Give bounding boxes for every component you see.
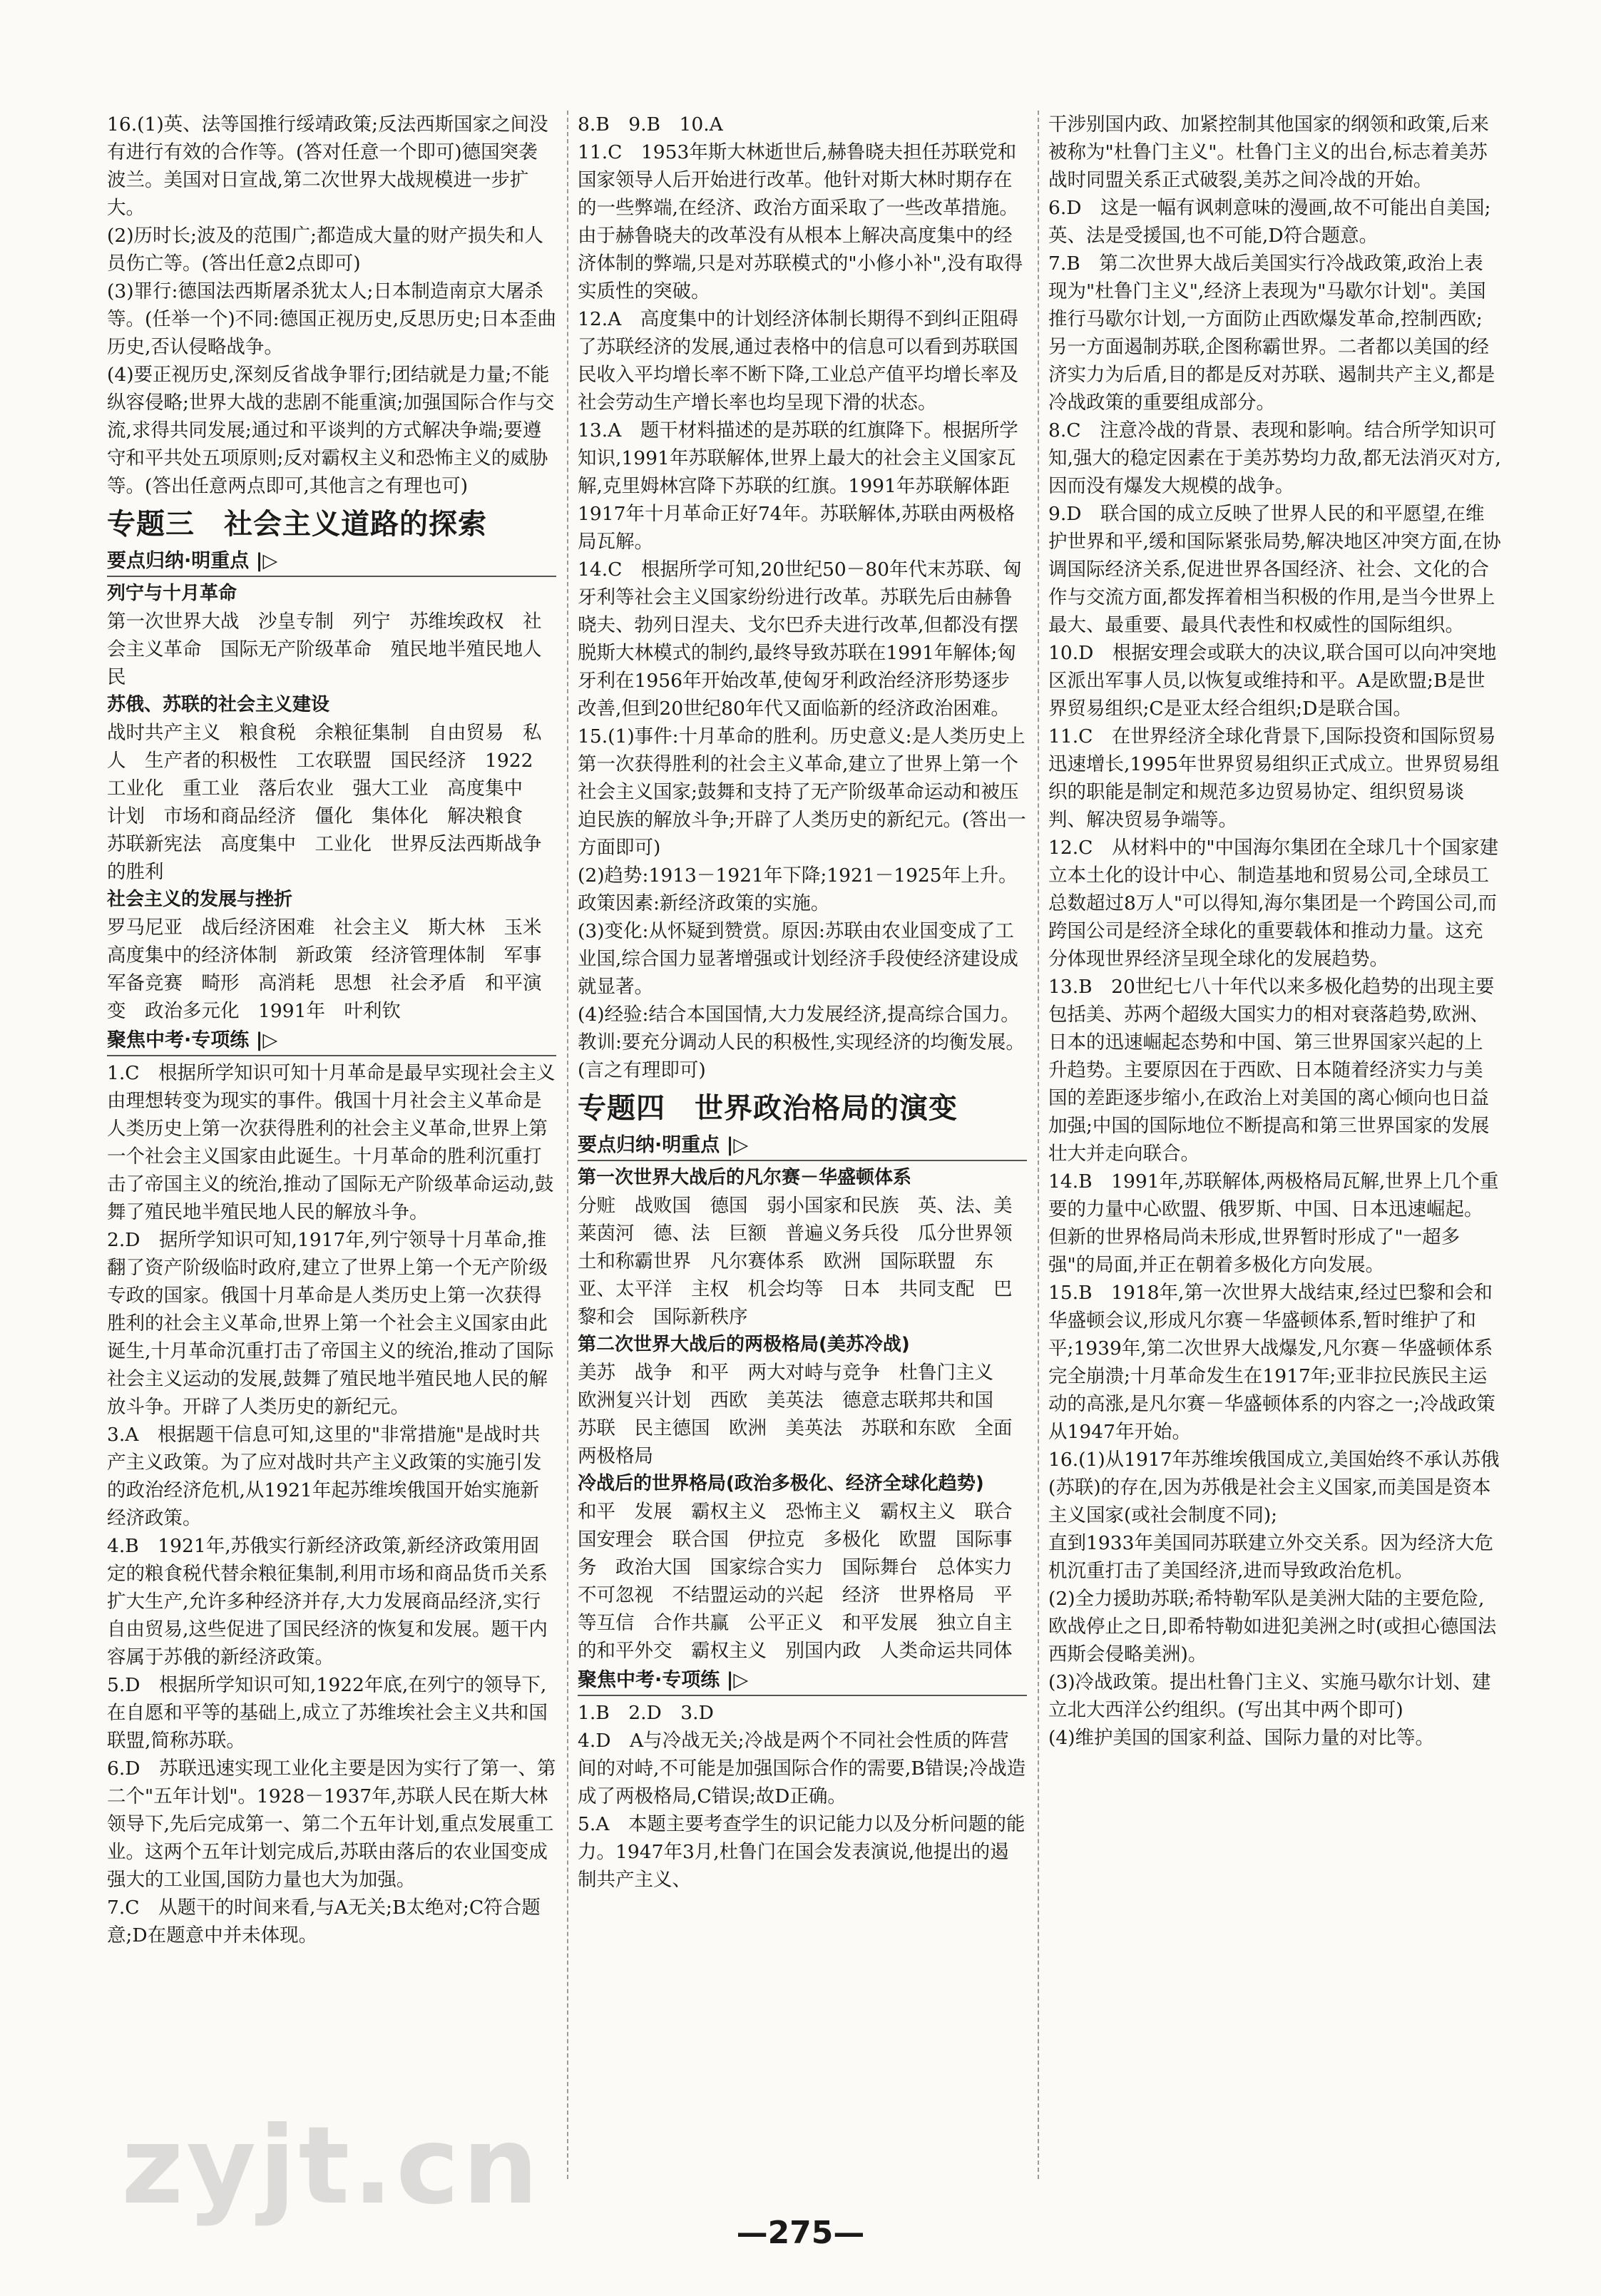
watermark: zyjt.cn	[121, 2104, 541, 2228]
column-divider	[567, 111, 568, 2179]
section-heading: 聚焦中考·专项练 |▷	[578, 1666, 1027, 1696]
subheading: 社会主义的发展与挫折	[107, 889, 293, 910]
section-heading: 聚焦中考·专项练 |▷	[107, 1026, 556, 1056]
keyword-list: 第一次世界大战 沙皇专制 列宁 苏维埃政权 社会主义革命 国际无产阶级革命 殖民地半殖民地人民	[107, 611, 542, 688]
answer-block: 干涉别国内政、加紧控制其他国家的纲领和政策,后来被称为"杜鲁门主义"。杜鲁门主义的出台,标志着美苏战时同盟关系正式破裂,美苏之间冷战的开始。 6.D 这是一幅有讽刺意味的漫画,故不可能出自美国;英、法是受援国,也不可能,D符合题意。 7.B 第二次世界大战后美国实行冷战政策,政治上表现为"杜鲁门主义",经济上表现为"马歇尔计划"。美国推行马歇尔计划,一方面防止西欧爆发革命,控制西欧;另一方面遏制苏联,企图称霸世界。二者都以美国的经济实力为后盾,目的都是反对苏联、遏制共产主义,都是冷战政策的重要组成部分。 8.C 注意冷战的背景、表现和影响。结合所学知识可知,强大的稳定因素在于美苏势均力敌,都无法消灭对方,因而没有爆发大规模的战争。 9.D 联合国的成立反映了世界人民的和平愿望,在维护世界和平,缓和国际紧张局势,解决地区冲突方面,在协调国际经济关系,促进世界各国经济、社会、文化的合作与交流方面,都发挥着相当积极的作用,是当今世界上最大、最重要、最具代表性和权威性的国际组织。 10.D 根据安理会或联大的决议,联合国可以向冲突地区派出军事人员,以恢复或维持和平。A是欧盟;B是世界贸易组织;C是亚太经合组织;D是联合国。 11.C 在世界经济全球化背景下,国际投资和国际贸易迅速增长,1995年世界贸易组织正式成立。世界贸易组织的职能是制定和规范多边贸易协定、组织贸易谈判、解决贸易争端等。 12.C 从材料中的"中国海尔集团在全球几十个国家建立本土化的设计中心、制造基地和贸易公司,全球员工总数超过8万人"可以得知,海尔集团是一个跨国公司,而跨国公司是经济全球化的重要载体和推动力量。这充分体现世界经济呈现全球化的发展趋势。 13.B 20世纪七八十年代以来多极化趋势的出现主要包括美、苏两个超级大国实力的相对衰落趋势,欧洲、日本的迅速崛起态势和中国、第三世界国家兴起的上升趋势。主要原因在于西欧、日本随着经济实力与美国的差距逐步缩小,在政治上对美国的离心倾向也日益加强;中国的国际地位不断提高和第三世界国家的发展壮大并走向联合。 14.B 1991年,苏联解体,两极格局瓦解,世界上几个重要的力量中心欧盟、俄罗斯、中国、日本迅速崛起。但新的世界格局尚未形成,世界暂时形成了"一超多强"的局面,并正在朝着多极化方向发展。 15.B 1918年,第一次世界大战结束,经过巴黎和会和华盛顿会议,形成凡尔赛－华盛顿体系,暂时维护了和平;1939年,第二次世界大战爆发,凡尔赛－华盛顿体系完全崩溃;十月革命发生在1917年;亚非拉民族民主运动的高涨,是凡尔赛－华盛顿体系的内容之一;冷战政策从1947年开始。 16.(1)从1917年苏维埃俄国成立,美国始终不承认苏俄(苏联)的存在,因为苏俄是社会主义国家,而美国是资本主义国家(或社会制度不同); 直到1933年美国同苏联建立外交关系。因为经济大危机沉重打击了美国经济,进而导致政治危机。 (2)全力援助苏联;希特勒军队是美洲大陆的主要危险,欧战停止之日,即希特勒如进犯美洲之时(或担心德国法西斯会侵略美洲)。 (3)冷战政策。提出杜鲁门主义、实施马歇尔计划、建立北大西洋公约组织。(写出其中两个即可) (4)维护美国的国家利益、国际力量的对比等。	[1048, 113, 1501, 1749]
subheading: 冷战后的世界格局(政治多极化、经济全球化趋势)	[578, 1473, 984, 1494]
keyword-list: 分赃 战败国 德国 弱小国家和民族 英、法、美 莱茵河 德、法 巨额 普遍义务兵役 瓜分世界领土和称霸世界 凡尔赛体系 欧洲 国际联盟 东亚、太平洋 主权 机会均等 日本 共同支配 巴黎和会 国际新秩序	[578, 1195, 1031, 1328]
keyword-list: 和平 发展 霸权主义 恐怖主义 霸权主义 联合国安理会 联合国 伊拉克 多极化 欧盟 国际事务 政治大国 国家综合实力 国际舞台 总体实力 不可忽视 不结盟运动的兴起 经济 世界格局 平等互信 合作共赢 公平正义 和平发展 独立自主的和平外交 霸权主义 别国内政 人类命运共同体	[578, 1501, 1031, 1662]
column-middle	[578, 111, 1031, 2193]
section-heading: 要点归纳·明重点 |▷	[578, 1131, 1027, 1161]
answer-block: 1.C 根据所学知识可知十月革命是最早实现社会主义由理想转变为现实的事件。俄国十月社会主义革命是人类历史上第一次获得胜利的社会主义革命,世界上第一个社会主义国家由此诞生。十月革命的胜利沉重打击了帝国主义的统治,推动了国际无产阶级革命运动,鼓舞了殖民地半殖民地人民的解放斗争。 2.D 据所学知识可知,1917年,列宁领导十月革命,推翻了资产阶级临时政府,建立了世界上第一个无产阶级专政的国家。俄国十月革命是人类历史上第一次获得胜利的社会主义革命,世界上第一个社会主义国家由此诞生,十月革命沉重打击了帝国主义的统治,推动了国际社会主义运动的发展,鼓舞了殖民地半殖民地人民的解放斗争。开辟了人类历史的新纪元。 3.A 根据题干信息可知,这里的"非常措施"是战时共产主义政策。为了应对战时共产主义政策的实施引发的政治经济危机,从1921年起苏维埃俄国开始实施新经济政策。 4.B 1921年,苏俄实行新经济政策,新经济政策用固定的粮食税代替余粮征集制,利用市场和商品货币关系扩大生产,允许多种经济并存,大力发展商品经济,实行自由贸易,这些促进了国民经济的恢复和发展。题干内容属于苏俄的新经济政策。 5.D 根据所学知识可知,1922年底,在列宁的领导下,在自愿和平等的基础上,成立了苏维埃社会主义共和国联盟,简称苏联。 6.D 苏联迅速实现工业化主要是因为实行了第一、第二个"五年计划"。1928－1937年,苏联人民在斯大林领导下,先后完成第一、第二个五年计划,重点发展重工业。这两个五年计划完成后,苏联由落后的农业国变成强大的工业国,国防力量也大为加强。 7.C 从题干的时间来看,与A无关;B太绝对;C符合题意;D在题意中并未体现。	[107, 1062, 556, 1947]
answer-block: 8.B 9.B 10.A 11.C 1953年斯大林逝世后,赫鲁晓夫担任苏联党和国家领导人后开始进行改革。他针对斯大林时期存在的一些弊端,在经济、政治方面采取了一些改革措施。由于赫鲁晓夫的改革没有从根本上解决高度集中的经济体制的弊端,只是对苏联模式的"小修小补",没有取得实质性的突破。 12.A 高度集中的计划经济体制长期得不到纠正阻碍了苏联经济的发展,通过表格中的信息可以看到苏联国民收入平均增长率不断下降,工业总产值平均增长率及社会劳动生产增长率也均呈现下滑的状态。 13.A 题干材料描述的是苏联的红旗降下。根据所学知识,1991年苏联解体,世界上最大的社会主义国家瓦解,克里姆林宫降下苏联的红旗。1991年苏联解体距1917年十月革命正好74年。苏联解体,苏联由两极格局瓦解。 14.C 根据所学可知,20世纪50－80年代末苏联、匈牙利等社会主义国家纷纷进行改革。苏联先后由赫鲁晓夫、勃列日涅夫、戈尔巴乔夫进行改革,但都没有摆脱斯大林模式的制约,最终导致苏联在1991年解体;匈牙利在1956年开始改革,使匈牙利政治经济形势逐步改善,但到20世纪80年代又面临新的经济政治困难。 15.(1)事件:十月革命的胜利。历史意义:是人类历史上第一次获得胜利的社会主义革命,建立了世界上第一个社会主义国家;鼓舞和支持了无产阶级革命运动和被压迫民族的解放斗争;开辟了人类历史的新纪元。(答出一方面即可) (2)趋势:1913－1921年下降;1921－1925年上升。政策因素:新经济政策的实施。 (3)变化:从怀疑到赞赏。原因:苏联由农业国变成了工业国,综合国力显著增强或计划经济手段使经济建设成就显著。 (4)经验:结合本国国情,大力发展经济,提高综合国力。教训:要充分调动人民的积极性,实现经济的均衡发展。(言之有理即可)	[578, 113, 1026, 1081]
subheading: 第一次世界大战后的凡尔赛－华盛顿体系	[578, 1167, 912, 1188]
keyword-list: 罗马尼亚 战后经济困难 社会主义 斯大林 玉米 高度集中的经济体制 新政策 经济管理体制 军事 军备竞赛 畸形 高消耗 思想 社会矛盾 和平演变 政治多元化 1991年 叶利钦	[107, 917, 561, 1022]
subheading: 列宁与十月革命	[107, 583, 237, 604]
answer-page	[107, 111, 1501, 2193]
column-divider	[1038, 111, 1039, 2179]
column-right	[1048, 111, 1501, 2193]
topic-heading: 专题四 世界政治格局的演变	[578, 1092, 958, 1125]
keyword-list: 美苏 战争 和平 两大对峙与竞争 杜鲁门主义 欧洲复兴计划 西欧 美英法 德意志联邦共和国 苏联 民主德国 欧洲 美英法 苏联和东欧 全面 两极格局	[578, 1362, 1031, 1467]
section-heading: 要点归纳·明重点 |▷	[107, 547, 556, 577]
subheading: 苏俄、苏联的社会主义建设	[107, 694, 330, 715]
topic-heading: 专题三 社会主义道路的探索	[107, 508, 487, 541]
answer-block: 1.B 2.D 3.D 4.D A与冷战无关;冷战是两个不同社会性质的阵营间的对峙,不可能是加强国际合作的需要,B错误;冷战造成了两极格局,C错误;故D正确。 5.A 本题主要考查学生的识记能力以及分析问题的能力。1947年3月,杜鲁门在国会发表演说,他提出的遏制共产主义、	[578, 1702, 1026, 1891]
subheading: 第二次世界大战后的两极格局(美苏冷战)	[578, 1334, 910, 1355]
keyword-list: 战时共产主义 粮食税 余粮征集制 自由贸易 私人 生产者的积极性 工农联盟 国民经济 1922 工业化 重工业 落后农业 强大工业 高度集中 计划 市场和商品经济 僵化 集体化 解决粮食 苏联新宪法 高度集中 工业化 世界反法西斯战争的胜利	[107, 722, 552, 883]
answer-block: 16.(1)英、法等国推行绥靖政策;反法西斯国家之间没有进行有效的合作等。(答对任意一个即可)德国突袭波兰。美国对日宣战,第二次世界大战规模进一步扩大。 (2)历时长;波及的范围广;都造成大量的财产损失和人员伤亡等。(答出任意2点即可) (3)罪行:德国法西斯屠杀犹太人;日本制造南京大屠杀等。(任举一个)不同:德国正视历史,反思历史;日本歪曲历史,否认侵略战争。 (4)要正视历史,深刻反省战争罪行;团结就是力量;不能纵容侵略;世界大战的悲剧不能重演;加强国际合作与交流,求得共同发展;通过和平谈判的方式解决争端;要遵守和平共处五项原则;反对霸权主义和恐怖主义的威胁等。(答出任意两点即可,其他言之有理也可)	[107, 113, 556, 497]
page-number: —275—	[736, 2215, 865, 2251]
column-left	[107, 111, 561, 2193]
